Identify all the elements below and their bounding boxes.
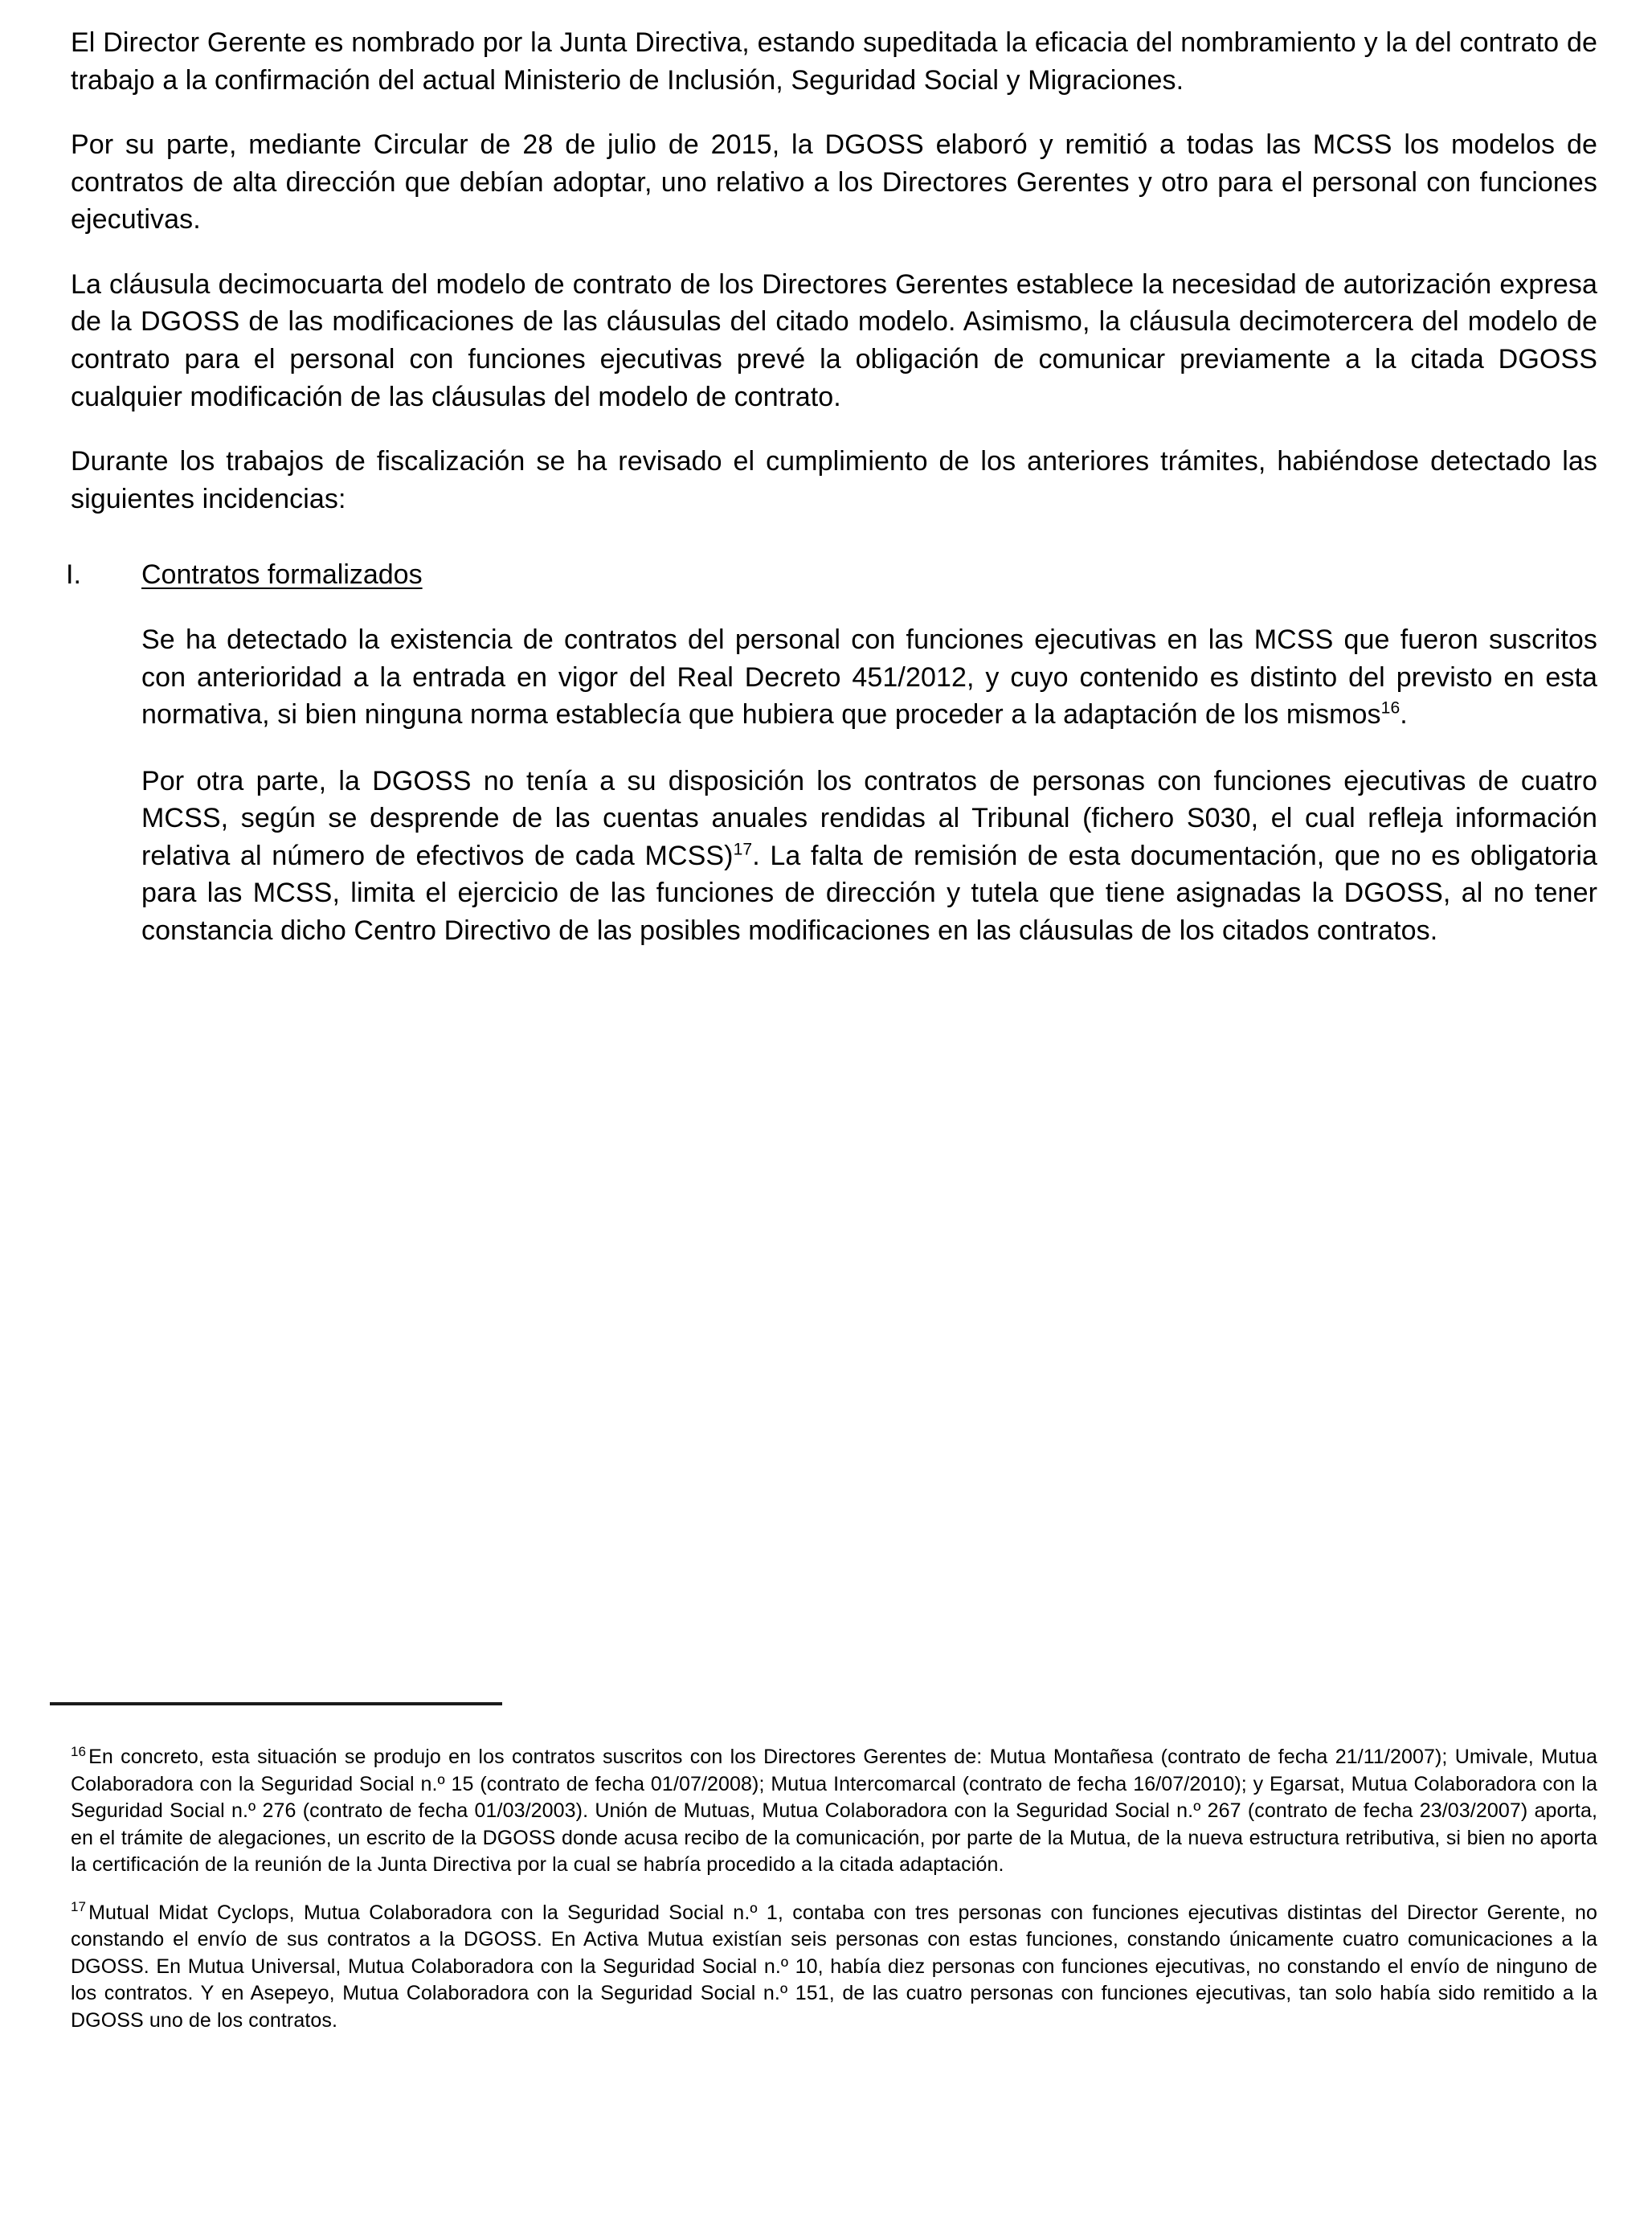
footnote-16-text: En concreto, esta situación se produjo en los contratos suscritos con los Directores Gerentes de: Mutua Montañesa (contrato de fecha 21/11/2007); Umivale, Mutua Colaboradora con la Seguridad Social n.º 15 (contrato de fecha 01/07/2008); Mutua Intercomarcal (contrato de fecha 16/07/2010); y Egarsat, Mutua Colaboradora con la Seguridad Social n.º 276 (contrato de fecha 01/03/2003). Unión de Mutuas, Mutua Colaboradora con la Seguridad Social n.º 267 (contrato de fecha 23/03/2007) aporta, en el trámite de alegaciones, un escrito de la DGOSS donde acusa recibo de la comunicación, por parte de la Mutua, de la nueva estructura retributiva, si bien no aporta la certificación de la reunión de la Junta Directiva por la cual se habría procedido a la citada adaptación. <box>71 1746 1597 1876</box>
footnote-separator-rule <box>50 1702 502 1705</box>
footnote-16-mark: 16 <box>71 1743 87 1759</box>
paragraph-4: Durante los trabajos de fiscalización se ha revisado el cumplimiento de los anteriores trámites, habiéndose detectado las siguientes incidencias: <box>71 446 1597 514</box>
paragraph-3: La cláusula decimocuarta del modelo de contrato de los Directores Gerentes establece la necesidad de autorización expresa de la DGOSS de las modificaciones de las cláusulas del citado modelo. Asimismo, la cláusula decimotercera del modelo de contrato para el personal con funciones ejecutivas prevé la obligación de comunicar previamente a la citada DGOSS cualquier modificación de las cláusulas del modelo de contrato. <box>71 268 1597 412</box>
section-heading-label: Contratos formalizados <box>141 559 423 591</box>
footnote-17-mark: 17 <box>71 1899 87 1915</box>
footnote-area <box>71 1702 1597 2034</box>
section-paragraph-1-text: Se ha detectado la existencia de contratos del personal con funciones ejecutivas en las MCSS que fueron suscritos con anterioridad a la entrada en vigor del Real Decreto 451/2012, y cuyo contenido es distinto del previsto en esta normativa, si bien ninguna norma establecía que hubiera que proceder a la adaptación de los mismos <box>141 624 1597 731</box>
section-numeral: I. <box>66 559 81 591</box>
section-body <box>141 621 1597 950</box>
paragraph-2: Por su parte, mediante Circular de 28 de julio de 2015, la DGOSS elaboró y remitió a todas las MCSS los modelos de contratos de alta dirección que debían adoptar, uno relativo a los Directores Gerentes y otro para el personal con funciones ejecutivas. <box>71 129 1597 235</box>
footnote-list <box>71 1702 1597 2034</box>
footnote-ref-16[interactable]: 16 <box>1380 698 1401 718</box>
footnote-ref-17[interactable]: 17 <box>733 840 753 859</box>
section-heading-contratos-formalizados <box>66 556 1597 594</box>
section-paragraph-2-text: Por otra parte, la DGOSS no tenía a su disposición los contratos de personas con funciones ejecutivas de cuatro MCSS, según se desprende de las cuentas anuales rendidas al Tribunal (fichero S030, el cual refleja información relativa al número de efectivos de cada MCSS) <box>141 765 1597 871</box>
section-paragraph-1-tail: . <box>1400 699 1408 731</box>
body-text-column <box>66 24 1597 950</box>
section-paragraph-2-tail: . La falta de remisión de esta documentación, que no es obligatoria para las MCSS, limita el ejercicio de las funciones de dirección y tutela que tiene asignadas la DGOSS, al no tener constancia dicho Centro Directivo de las posibles modificaciones en las cláusulas de los citados contratos. <box>141 840 1597 946</box>
footnote-16 <box>71 1744 1597 1879</box>
section-paragraph-1 <box>141 621 1597 734</box>
footnote-17 <box>71 1900 1597 2035</box>
paragraph-1: El Director Gerente es nombrado por la Junta Directiva, estando supeditada la eficacia del nombramiento y la del contrato de trabajo a la confirmación del actual Ministerio de Inclusión, Seguridad Social y Migraciones. <box>71 27 1597 96</box>
section-paragraph-2 <box>141 763 1597 950</box>
footnote-17-text: Mutual Midat Cyclops, Mutua Colaboradora con la Seguridad Social n.º 1, contaba con tres personas con funciones ejecutivas distintas del Director Gerente, no constando el envío de sus contratos a la DGOSS. En Activa Mutua existían seis personas con estas funciones, constando únicamente cuatro comunicaciones a la DGOSS. En Mutua Universal, Mutua Colaboradora con la Seguridad Social n.º 10, había diez personas con funciones ejecutivas, no constando el envío de ninguno de los contratos. Y en Asepeyo, Mutua Colaboradora con la Seguridad Social n.º 151, de las cuatro personas con funciones ejecutivas, tan solo había sido remitido a la DGOSS uno de los contratos. <box>71 1901 1597 2032</box>
